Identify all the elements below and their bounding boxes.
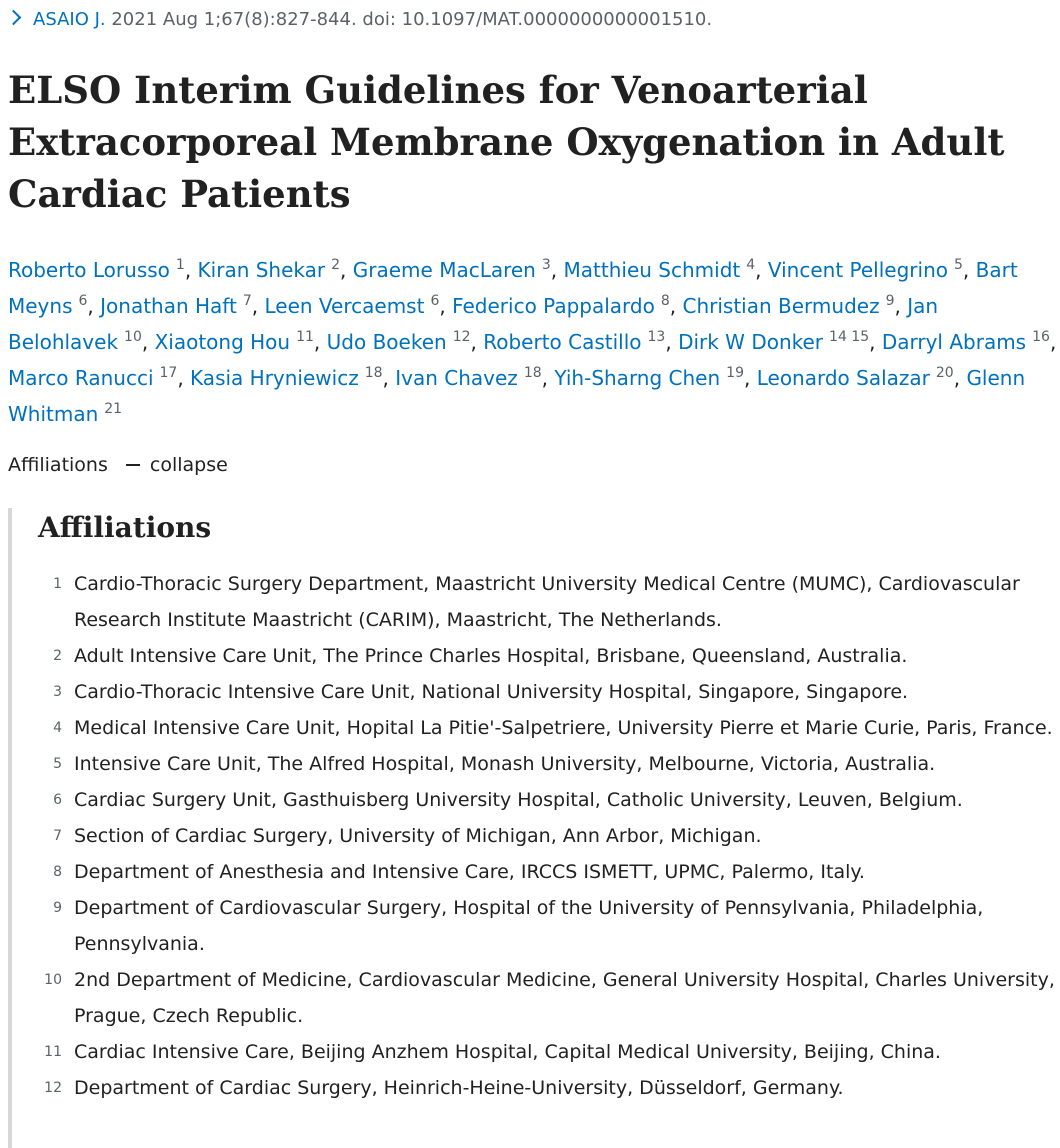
author bbox=[264, 294, 439, 318]
journal-link[interactable]: ASAIO J. bbox=[33, 9, 106, 30]
affiliation-text: Medical Intensive Care Unit, Hopital La Pitie'-Salpetriere, University Pierre et Marie Curie, Paris, France. bbox=[74, 717, 1053, 739]
affiliation-item bbox=[12, 890, 1060, 962]
affiliation-number: 10 bbox=[44, 972, 62, 988]
author-affiliation-number[interactable]: 14 15 bbox=[829, 329, 870, 345]
author-name-link[interactable]: Roberto Castillo bbox=[483, 330, 642, 354]
author-name-link[interactable]: Ivan Chavez bbox=[395, 366, 518, 390]
author-name-link[interactable]: Udo Boeken bbox=[326, 330, 447, 354]
affiliation-number: 9 bbox=[53, 900, 62, 916]
affiliations-toggle[interactable] bbox=[8, 452, 228, 478]
author bbox=[554, 366, 744, 390]
affiliation-text: Department of Cardiac Surgery, Heinrich-Heine-University, Düsseldorf, Germany. bbox=[74, 1077, 844, 1099]
author-affiliation-number[interactable]: 9 bbox=[885, 293, 895, 309]
affiliation-item bbox=[12, 818, 1060, 854]
author bbox=[353, 258, 551, 282]
author-affiliation-number[interactable]: 4 bbox=[746, 257, 756, 273]
author-name-link[interactable]: Matthieu Schmidt bbox=[563, 258, 741, 282]
author-affiliation-number[interactable]: 17 bbox=[159, 365, 178, 381]
affiliations-heading: Affiliations bbox=[38, 511, 212, 544]
author-affiliation-number[interactable]: 11 bbox=[296, 329, 314, 345]
author-affiliation-number[interactable]: 21 bbox=[104, 401, 123, 417]
author-name-link[interactable]: Graeme MacLaren bbox=[352, 258, 536, 282]
author-name-link[interactable]: Dirk W Donker bbox=[678, 330, 824, 354]
affiliation-item bbox=[12, 566, 1060, 638]
collapse-minus-icon bbox=[126, 464, 140, 466]
author-name-link[interactable]: Jan Belohlavek bbox=[8, 294, 939, 354]
affiliation-text: Intensive Care Unit, The Alfred Hospital, Monash University, Melbourne, Victoria, Australia. bbox=[74, 753, 936, 775]
affiliations-collapse-link[interactable]: collapse bbox=[149, 454, 228, 476]
affiliation-text: Cardiac Surgery Unit, Gasthuisberg University Hospital, Catholic University, Leuven, Belgium. bbox=[74, 789, 963, 811]
author bbox=[452, 294, 670, 318]
author bbox=[8, 366, 177, 390]
author-name-link[interactable]: Federico Pappalardo bbox=[452, 294, 655, 318]
author-affiliation-number[interactable]: 6 bbox=[430, 293, 440, 309]
author-affiliation-number[interactable]: 19 bbox=[726, 365, 744, 381]
affiliation-item bbox=[12, 962, 1060, 1034]
author bbox=[198, 258, 341, 282]
affiliations-panel bbox=[8, 508, 1060, 1148]
author bbox=[8, 258, 185, 282]
chevron-right-icon[interactable] bbox=[6, 10, 22, 26]
affiliations-toggle-label: Affiliations bbox=[8, 454, 108, 476]
affiliation-text: 2nd Department of Medicine, Cardiovascular Medicine, General University Hospital, Charles University, Prague, Czech Republic. bbox=[74, 969, 1055, 1027]
citation-details: 2021 Aug 1;67(8):827-844. doi: 10.1097/MAT.0000000000001510. bbox=[111, 9, 713, 30]
affiliation-number: 7 bbox=[53, 828, 62, 844]
author bbox=[327, 330, 471, 354]
affiliation-number: 4 bbox=[53, 720, 62, 736]
affiliation-text: Cardio-Thoracic Surgery Department, Maastricht University Medical Centre (MUMC), Cardiovascular Research Institute Maastricht (CARIM), Maastricht, The Netherlands. bbox=[74, 573, 1020, 631]
affiliation-item bbox=[12, 1070, 1060, 1106]
author bbox=[155, 330, 314, 354]
author-affiliation-number[interactable]: 20 bbox=[935, 365, 954, 381]
author bbox=[564, 258, 756, 282]
author-name-link[interactable]: Glenn Whitman bbox=[8, 366, 1026, 426]
affiliation-number: 12 bbox=[44, 1080, 62, 1096]
author-name-link[interactable]: Kiran Shekar bbox=[197, 258, 326, 282]
author-name-link[interactable]: Marco Ranucci bbox=[8, 366, 154, 390]
author-name-link[interactable]: Kasia Hryniewicz bbox=[190, 366, 359, 390]
author-affiliation-number[interactable]: 7 bbox=[242, 293, 252, 309]
affiliation-number: 2 bbox=[53, 648, 62, 664]
affiliation-number: 3 bbox=[53, 684, 62, 700]
affiliation-number: 1 bbox=[53, 576, 62, 592]
author-name-link[interactable]: Leen Vercaemst bbox=[264, 294, 425, 318]
author-name-link[interactable]: Christian Bermudez bbox=[682, 294, 880, 318]
affiliations-list bbox=[12, 566, 1060, 1106]
author-affiliation-number[interactable]: 2 bbox=[331, 257, 341, 273]
affiliation-item bbox=[12, 746, 1060, 782]
affiliation-number: 6 bbox=[53, 792, 62, 808]
author-affiliation-number[interactable]: 18 bbox=[523, 365, 542, 381]
author-name-link[interactable]: Xiaotong Hou bbox=[154, 330, 291, 354]
affiliation-text: Cardiac Intensive Care, Beijing Anzhem Hospital, Capital Medical University, Beijing, China. bbox=[74, 1041, 941, 1063]
author-list: Roberto Lorusso $^1$, Kiran Shekar $^2$, Graeme MacLaren $^3$, Matthieu Schmidt $^4$, Vincent Pellegrino $^5$, Bart Meyns $^6$, Jonathan Haft $^7$, Leen Vercaemst $^6$, Federico Pappalardo $^8$, Christian Bermudez $^9$, Jan Belohlavek $^{10}$, Xiaotong Hou $^{11}$, Udo Boeken $^{12}$, Roberto Castillo $^{13}$, Dirk W Donker $^{14 15}$, Darryl Abrams $^{16}$, Marco Ranucci $^{17}$, Kasia Hryniewicz $^{18}$, Ivan Chavez $^{18}$, Yih-Sharng Chen $^{19}$, Leonardo Salazar $^{20}$, Glenn Whitman $^{21}$ bbox=[8, 257, 1057, 426]
affiliation-item bbox=[12, 638, 1060, 674]
affiliation-item bbox=[12, 1034, 1060, 1070]
author-name-link[interactable]: Bart Meyns bbox=[8, 258, 1018, 318]
author bbox=[190, 366, 382, 390]
citation-line bbox=[8, 8, 712, 32]
author-name-link[interactable]: Jonathan Haft bbox=[100, 294, 237, 318]
author-affiliation-number[interactable]: 3 bbox=[541, 257, 551, 273]
author-affiliation-number[interactable]: 1 bbox=[175, 257, 185, 273]
author bbox=[100, 294, 252, 318]
author-affiliation-number[interactable]: 16 bbox=[1032, 329, 1050, 345]
author-name-link[interactable]: Roberto Lorusso bbox=[8, 258, 170, 282]
author-affiliation-number[interactable]: 8 bbox=[660, 293, 670, 309]
affiliation-number: 11 bbox=[44, 1044, 62, 1060]
affiliation-number: 5 bbox=[53, 756, 62, 772]
author bbox=[882, 330, 1050, 354]
author-name-link[interactable]: Vincent Pellegrino bbox=[767, 258, 948, 282]
affiliation-text: Department of Cardiovascular Surgery, Hospital of the University of Pennsylvania, Philadelphia, Pennsylvania. bbox=[74, 897, 984, 955]
affiliation-text: Adult Intensive Care Unit, The Prince Charles Hospital, Brisbane, Queensland, Australia. bbox=[74, 645, 908, 667]
author-name-link[interactable]: Leonardo Salazar bbox=[756, 366, 930, 390]
author-name-link[interactable]: Darryl Abrams bbox=[881, 330, 1027, 354]
author-affiliation-number[interactable]: 10 bbox=[124, 329, 142, 345]
affiliation-number: 8 bbox=[53, 864, 62, 880]
author-affiliation-number[interactable]: 6 bbox=[78, 293, 88, 309]
author-name-link[interactable]: Yih-Sharng Chen bbox=[554, 366, 721, 390]
author-affiliation-number[interactable]: 13 bbox=[647, 329, 666, 345]
author bbox=[678, 330, 869, 354]
author bbox=[757, 366, 954, 390]
author-affiliation-number[interactable]: 18 bbox=[364, 365, 383, 381]
article-title: ELSO Interim Guidelines for Venoarterial Extracorporeal Membrane Oxygenation in Adult Cardiac Patients bbox=[8, 68, 1005, 216]
affiliation-item bbox=[12, 782, 1060, 818]
affiliation-text: Department of Anesthesia and Intensive Care, IRCCS ISMETT, UPMC, Palermo, Italy. bbox=[74, 861, 865, 883]
author bbox=[483, 330, 665, 354]
affiliation-text: Cardio-Thoracic Intensive Care Unit, National University Hospital, Singapore, Singapore. bbox=[74, 681, 909, 703]
affiliation-item bbox=[12, 710, 1060, 746]
author-affiliation-number[interactable]: 12 bbox=[452, 329, 471, 345]
author bbox=[768, 258, 963, 282]
author bbox=[682, 294, 894, 318]
author bbox=[395, 366, 541, 390]
affiliation-item bbox=[12, 674, 1060, 710]
author-affiliation-number[interactable]: 5 bbox=[953, 257, 963, 273]
affiliation-text: Section of Cardiac Surgery, University of Michigan, Ann Arbor, Michigan. bbox=[74, 825, 762, 847]
affiliation-item bbox=[12, 854, 1060, 890]
